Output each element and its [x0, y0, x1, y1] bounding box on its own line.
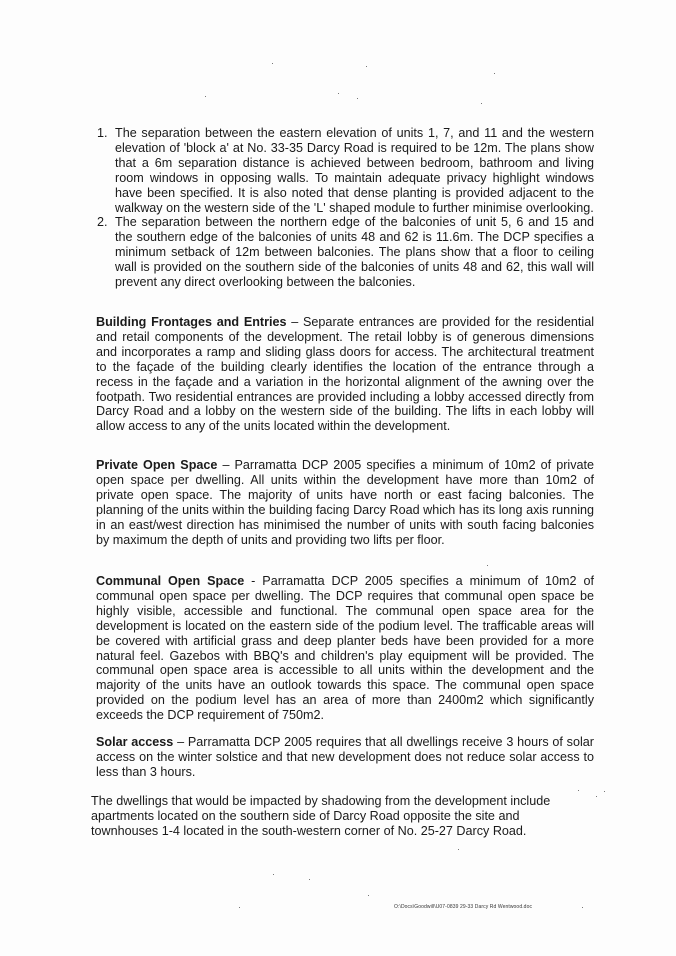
list-item	[96, 126, 594, 215]
scan-speck	[366, 66, 367, 67]
section-heading: Private Open Space	[96, 458, 218, 472]
scan-speck	[272, 63, 273, 64]
section-heading: Solar access	[96, 735, 174, 749]
scan-speck	[578, 790, 579, 791]
paragraph-solar-access	[96, 735, 594, 780]
scan-speck	[357, 98, 358, 99]
paragraph-text: – Parramatta DCP 2005 specifies a minimum of 10m2 of private open space per dwelling. All units within the development have more than 10m2 of private open space. The majority of units have north or east facing balconies. The planning of the units within the building facing Darcy Road which has its long axis running in an east/west direction has minimised the number of units with south facing balconies by maximum the depth of units and providing two lifts per floor.	[96, 458, 594, 547]
list-item	[96, 215, 594, 290]
footer-file-path: O:\Docs\Goodwill\U07-0839 29-33 Darcy Rd Wentwood.doc	[394, 904, 533, 910]
paragraph-private-open-space	[96, 458, 594, 547]
scan-speck	[239, 907, 240, 908]
section-heading: Building Frontages and Entries	[96, 315, 287, 329]
scan-speck	[596, 796, 597, 797]
scan-speck	[205, 96, 206, 97]
paragraph-text: The dwellings that would be impacted by shadowing from the development include apartments located on the southern side of Darcy Road opposite the site and townhouses 1-4 located in the south-western corner of No. 25-27 Darcy Road.	[91, 794, 551, 838]
scan-speck	[338, 93, 339, 94]
section-heading: Communal Open Space	[96, 574, 245, 588]
list-number: 2.	[97, 215, 108, 230]
paragraph-building-frontages	[96, 315, 594, 434]
list-text: The separation between the northern edge of the balconies of unit 5, 6 and 15 and the southern edge of the balconies of units 48 and 62 is 11.6m. The DCP specifies a minimum setback of 12m between balconies. The plans show that a floor to ceiling wall is provided on the southern side of the balconies of units 48 and 62, this wall will prevent any direct overlooking between the balconies.	[115, 215, 594, 290]
paragraph-communal-open-space	[96, 574, 594, 723]
numbered-list	[96, 126, 594, 290]
scan-speck	[582, 907, 583, 908]
paragraph-text: - Parramatta DCP 2005 specifies a minimum of 10m2 of communal open space per dwelling. The DCP requires that communal open space be highly visible, accessible and functional. The communal open space area for the development is located on the eastern side of the podium level. The trafficable areas will be covered with artificial grass and deep planter beds have been provided for a more natural feel. Gazebos with BBQ's and children's play equipment will be provided. The communal open space area is accessible to all units within the development and the majority of the units have an outlook towards this space. The communal open space provided on the podium level has an area of more than 2400m2 which significantly exceeds the DCP requirement of 750m2.	[96, 574, 594, 723]
scan-speck	[604, 791, 605, 792]
paragraph-text: – Parramatta DCP 2005 requires that all dwellings receive 3 hours of solar access on the winter solstice and that new development does not reduce solar access to less than 3 hours.	[96, 735, 594, 779]
scan-speck	[273, 874, 274, 875]
scan-speck	[309, 879, 310, 880]
list-text: The separation between the eastern elevation of units 1, 7, and 11 and the western elevation of 'block a' at No. 33-35 Darcy Road is required to be 12m. The plans show that a 6m separation distance is achieved between bedroom, bathroom and living room windows in opposing walls. To maintain adequate privacy highlight windows have been specified. It is also noted that dense planting is provided adjacent to the walkway on the western side of the 'L' shaped module to further minimise overlooking.	[115, 126, 594, 215]
scan-speck	[487, 565, 488, 566]
scan-speck	[494, 73, 495, 74]
paragraph-text: – Separate entrances are provided for the residential and retail components of the development. The retail lobby is of generous dimensions and incorporates a ramp and sliding glass doors for access. The architectural treatment to the façade of the building clearly identifies the location of the entrance through a recess in the façade and a variation in the horizontal alignment of the awning over the footpath. Two residential entrances are provided including a lobby accessed directly from Darcy Road and a lobby on the western side of the building. The lifts in each lobby will allow access to any of the units located within the development.	[96, 315, 594, 434]
scan-speck	[458, 849, 459, 850]
scan-speck	[481, 103, 482, 104]
list-number: 1.	[97, 126, 108, 140]
paragraph-impacted-dwellings	[91, 794, 575, 839]
scan-speck	[368, 895, 369, 896]
